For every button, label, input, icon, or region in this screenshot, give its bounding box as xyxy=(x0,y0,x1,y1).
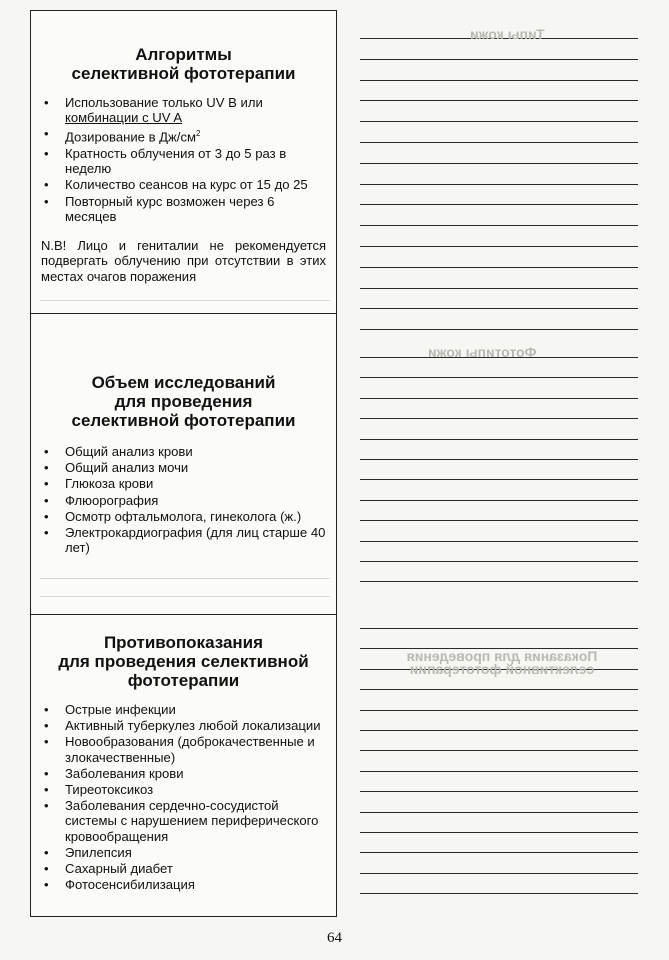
writing-line xyxy=(360,750,638,751)
writing-line xyxy=(360,873,638,874)
section-divider xyxy=(31,313,336,314)
list-item: • Общий анализ мочи xyxy=(41,460,326,475)
bleed-through-heading: Фототипы кожи xyxy=(428,344,537,360)
writing-line xyxy=(360,479,638,480)
contraindications-list xyxy=(41,702,326,892)
writing-line xyxy=(360,581,638,582)
underlined-text: комбинации с UV A xyxy=(65,110,183,126)
list-item: • Сахарный диабет xyxy=(41,861,326,876)
page-number: 64 xyxy=(327,930,342,946)
list-item: • Количество сеансов на курс от 15 до 25 xyxy=(41,177,326,192)
writing-line xyxy=(360,439,638,440)
list-item: • Повторный курс возможен через 6 месяцев xyxy=(41,194,326,224)
ruled-line xyxy=(40,300,330,301)
list-item: • Фотосенсибилизация xyxy=(41,877,326,892)
list-item: • Активный туберкулез любой локализации xyxy=(41,718,326,733)
writing-line xyxy=(360,791,638,792)
algorithm-frame xyxy=(30,10,337,917)
section-title-line: Объем исследований xyxy=(91,373,276,392)
section-divider xyxy=(31,614,336,615)
writing-line xyxy=(360,267,638,268)
writing-line xyxy=(360,142,638,143)
list-item: • Общий анализ крови xyxy=(41,444,326,459)
section-title xyxy=(41,45,326,83)
section-title xyxy=(41,633,326,690)
superscript: 2 xyxy=(196,129,201,139)
writing-line xyxy=(360,204,638,205)
section-title-line: Алгоритмы xyxy=(135,45,232,64)
writing-line xyxy=(360,80,638,81)
list-item: • Заболевания сердечно-сосудистой системы с нарушением периферического кровообращения xyxy=(41,798,326,844)
list-item: • Тиреотоксикоз xyxy=(41,782,326,797)
section-contraindications xyxy=(31,633,336,893)
section-title-line: фототерапии xyxy=(127,671,240,690)
writing-line xyxy=(360,418,638,419)
writing-line xyxy=(360,561,638,562)
writing-line xyxy=(360,832,638,833)
list-item-text: Дозирование в Дж/см xyxy=(65,129,196,145)
examinations-list xyxy=(41,444,326,555)
writing-line xyxy=(360,459,638,460)
writing-line xyxy=(360,541,638,542)
writing-line xyxy=(360,329,638,330)
section-title-line: для проведения селективной xyxy=(58,652,309,671)
writing-line xyxy=(360,771,638,772)
list-item-text: Использование только UV B или xyxy=(65,95,263,110)
list-item: • Осмотр офтальмолога, гинеколога (ж.) xyxy=(41,509,326,524)
list-item xyxy=(41,95,326,125)
writing-line xyxy=(360,225,638,226)
bleed-through-heading: Типы кожи xyxy=(470,26,545,42)
section-title xyxy=(41,373,326,430)
writing-line xyxy=(360,288,638,289)
writing-line xyxy=(360,246,638,247)
list-item: • Электрокардиография (для лиц старше 40 лет) xyxy=(41,525,326,555)
writing-line xyxy=(360,308,638,309)
section-algorithms xyxy=(31,45,336,284)
writing-line xyxy=(360,628,638,629)
writing-line xyxy=(360,893,638,894)
section-title-line: селективной фототерапии xyxy=(71,411,296,430)
section-title-line: селективной фототерапии xyxy=(71,64,296,83)
writing-line xyxy=(360,730,638,731)
section-title-line: Противопоказания xyxy=(103,633,264,652)
writing-line xyxy=(360,852,638,853)
writing-line xyxy=(360,710,638,711)
section-examinations xyxy=(31,373,336,556)
list-item: • Заболевания крови xyxy=(41,766,326,781)
writing-line xyxy=(360,59,638,60)
list-item: • Острые инфекции xyxy=(41,702,326,717)
ruled-line xyxy=(40,596,330,597)
writing-line xyxy=(360,100,638,101)
bleed-through-heading: Показания для проведения селективной фототерапии xyxy=(406,648,598,677)
writing-line xyxy=(360,184,638,185)
writing-line xyxy=(360,121,638,122)
section-title-line: для проведения xyxy=(114,392,253,411)
writing-line xyxy=(360,689,638,690)
list-item xyxy=(41,126,326,145)
writing-line xyxy=(360,377,638,378)
writing-line xyxy=(360,812,638,813)
writing-line xyxy=(360,500,638,501)
ruled-line xyxy=(40,578,330,579)
list-item: • Эпилепсия xyxy=(41,845,326,860)
algorithm-list xyxy=(41,95,326,224)
list-item: • Новообразования (доброкачественные и злокачественные) xyxy=(41,734,326,764)
list-item: • Флюорография xyxy=(41,493,326,508)
writing-line xyxy=(360,163,638,164)
list-item: • Глюкоза крови xyxy=(41,476,326,491)
writing-line xyxy=(360,520,638,521)
list-item: • Кратность облучения от 3 до 5 раз в неделю xyxy=(41,146,326,176)
writing-line xyxy=(360,398,638,399)
note-text: N.B! Лицо и гениталии не рекомендуется подвергать облучению при отсутствии в этих местах очагов поражения xyxy=(41,237,326,284)
